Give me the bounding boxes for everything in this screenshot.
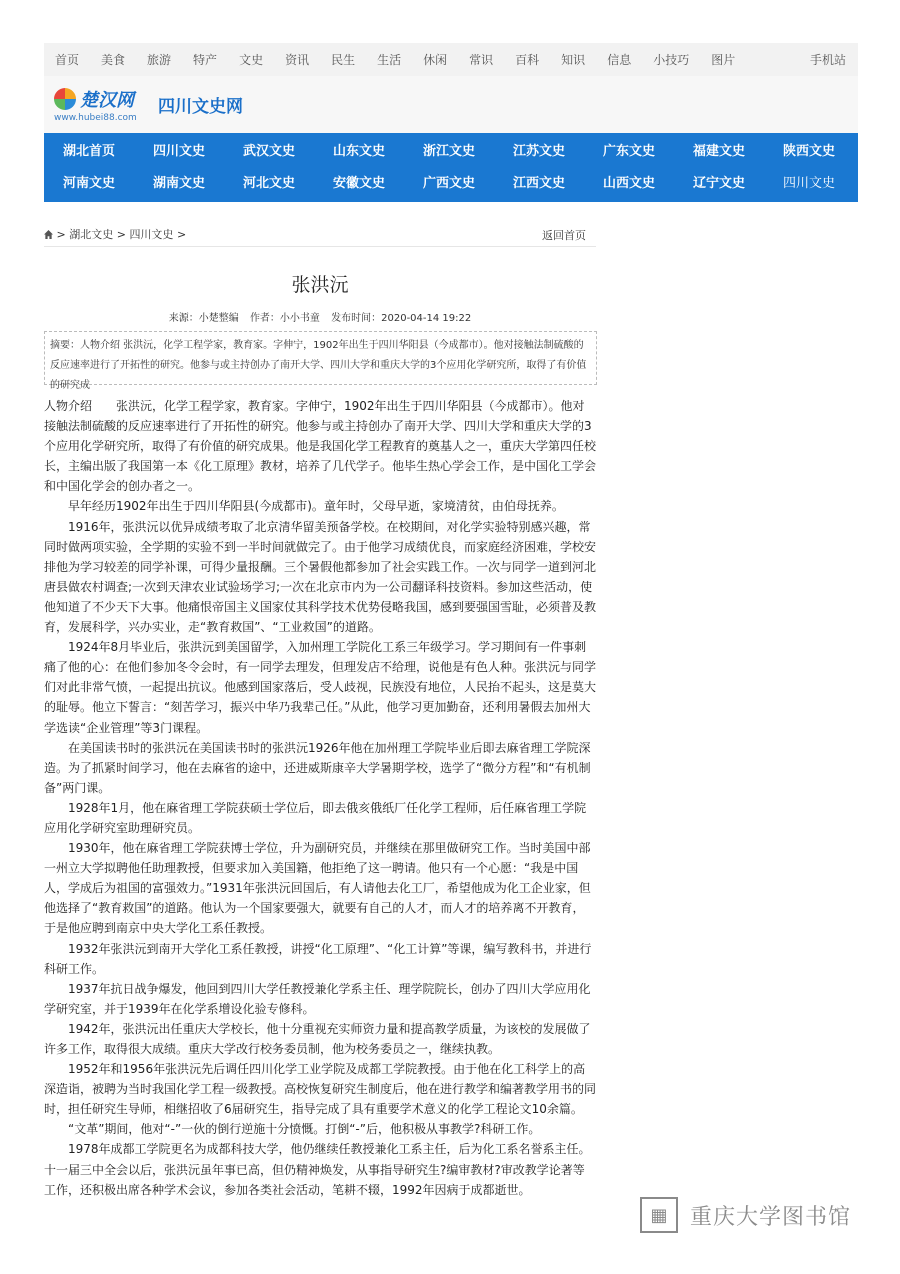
region-nav-row <box>44 165 858 197</box>
region-nav-item[interactable]: 广东文史 <box>602 143 655 159</box>
top-nav-life[interactable]: 生活 <box>377 53 402 67</box>
top-nav-knowledge[interactable]: 知识 <box>561 53 586 67</box>
region-nav-item-current[interactable]: 四川文史 <box>782 175 835 191</box>
breadcrumb-separator: > <box>116 228 126 241</box>
watermark-text: 重庆大学图书馆 <box>690 1204 852 1230</box>
region-nav-item[interactable]: 江西文史 <box>512 175 565 191</box>
breadcrumb-sichuan-history[interactable]: 四川文史 <box>129 228 174 241</box>
region-nav-item[interactable]: 江苏文史 <box>512 143 565 159</box>
article-paragraph: 1952年和1956年张洪沅先后调任四川化学工业学院及成都工学院教授。由于他在化工科学上的高深造诣，被聘为当时我国化学工程一级教授。高校恢复研究生制度后，他在进行教学和编著教学用书的同时，担任研究生导师，相继招收了6届研究生，指导完成了具有重要学术意义的化学工程论文10余篇。 <box>44 1062 597 1117</box>
article-body <box>44 396 596 1200</box>
logo-globe-icon[interactable] <box>54 88 76 110</box>
article-paragraph: 1932年张洪沅到南开大学化工系任教授，讲授“化工原理”、“化工计算”等课，编写教科书，并进行科研工作。 <box>44 941 592 976</box>
region-nav-item[interactable]: 武汉文史 <box>242 143 295 159</box>
region-nav-item[interactable]: 福建文史 <box>692 143 745 159</box>
breadcrumb-separator: > <box>176 228 187 241</box>
article-paragraph: 1937年抗日战争爆发，他回到四川大学任教授兼化学系主任、理学院院长，创办了四川大学应用化学研究室，并于1939年在化学系增设化验专修科。 <box>44 981 591 1016</box>
library-seal-icon: ▦ <box>640 1197 678 1233</box>
top-nav-specialty[interactable]: 特产 <box>193 53 218 67</box>
home-icon[interactable] <box>44 230 53 239</box>
top-nav-leisure[interactable]: 休闲 <box>423 53 448 67</box>
top-nav-history[interactable]: 文史 <box>239 53 264 67</box>
article-author: 作者：小小书童 <box>249 313 320 324</box>
article-paragraph: 1930年，他在麻省理工学院获博士学位，升为副研究员，并继续在那里做研究工作。当时美国中部一州立大学拟聘他任助理教授，但要求加入美国籍，他拒绝了这一聘请。他只有一个心愿：“我是中国人，学成后为祖国的富强效力。”1931年张洪沅回国后，有人请他去化工厂，希望他成为化工企业家，但他选择了“教育救国”的道路。他认为一个国家要强大，就要有自己的人才，而人才的培养离不开教育，于是他应聘到南京中央大学化工系任教授。 <box>44 841 591 936</box>
article-paragraph: 1978年成都工学院更名为成都科技大学，他仍继续任教授兼化工系主任，后为化工系名誉系主任。十一届三中全会以后，张洪沅虽年事已高，但仍精神焕发，从事指导研究生?编审教材?审改教学论著等工作，还积极出席各种学术会议，参加各类社会活动，笔耕不辍，1992年因病于成都逝世。 <box>44 1142 591 1197</box>
top-nav-home[interactable]: 首页 <box>55 53 80 67</box>
article-paragraph: 1916年，张洪沅以优异成绩考取了北京清华留美预备学校。在校期间，对化学实验特别感兴趣，常同时做两项实验，全学期的实验不到一半时间就做完了。由于他学习成绩优良，而家庭经济困难，学校安排他为学习较差的同学补课，可得少量报酬。三个暑假他都参加了社会实践工作。一次与同学一道到河北唐县做农村调查;一次到天津农业试验场学习;一次在北京市内为一公司翻译科技资料。参加这些活动，使他知道了不少天下大事。他痛恨帝国主义国家仗其科学技术优势侵略我国，感到要强国雪耻，必须普及教育，发展科学，兴办实业，走“教育救国”、“工业救国”的道路。 <box>44 519 597 635</box>
mobile-site-link[interactable]: 手机站 <box>809 53 846 67</box>
region-nav <box>44 133 858 202</box>
article-meta <box>44 309 596 324</box>
top-nav-images[interactable]: 图片 <box>711 53 736 67</box>
top-nav-encyclopedia[interactable]: 百科 <box>515 53 540 67</box>
top-nav-food[interactable]: 美食 <box>101 53 126 67</box>
region-nav-item[interactable]: 陕西文史 <box>782 143 835 159</box>
article-paragraph: 在美国读书时的张洪沅在美国读书时的张洪沅1926年他在加州理工学院毕业后即去麻省理工学院深造。为了抓紧时间学习，他在去麻省的途中，还进威斯康辛大学暑期学校，选学了“微分方程”和“有机制备”两门课。 <box>44 740 591 795</box>
breadcrumb <box>44 226 596 247</box>
region-nav-row <box>44 133 858 165</box>
article-source: 来源：小楚整编 <box>168 313 239 324</box>
region-nav-item[interactable]: 安徽文史 <box>332 175 385 191</box>
top-nav-info[interactable]: 信息 <box>607 53 632 67</box>
region-nav-item[interactable]: 湖南文史 <box>152 175 205 191</box>
back-home-link[interactable]: 返回首页 <box>542 229 586 242</box>
article-summary: 摘要：人物介绍 张洪沅，化学工程学家，教育家。字伸宁，1902年出生于四川华阳县（今成都市）。他对接触法制硫酸的反应速率进行了开拓性的研究。他参与或主持创办了南开大学、四川大学和重庆大学的3个应用化学研究所，取得了有价值的研究成 <box>44 331 597 385</box>
top-nav <box>44 43 858 76</box>
region-nav-item[interactable]: 广西文史 <box>422 175 475 191</box>
site-header <box>44 43 858 202</box>
top-nav-livelihood[interactable]: 民生 <box>331 53 356 67</box>
region-nav-item[interactable]: 山西文史 <box>602 175 655 191</box>
article-paragraph: 1942年，张洪沅出任重庆大学校长，他十分重视充实师资力量和提高教学质量，为该校的发展做了许多工作，取得很大成绩。重庆大学改行校务委员制，他为校务委员之一，继续执教。 <box>44 1021 591 1056</box>
article-paragraph: 人物介绍 张洪沅，化学工程学家，教育家。字伸宁，1902年出生于四川华阳县（今成都市）。他对接触法制硫酸的反应速率进行了开拓性的研究。他参与或主持创办了南开大学、四川大学和重庆大学的3个应用化学研究所，取得了有价值的研究成果。他是我国化学工程教育的奠基人之一，重庆大学第四任校长，主编出版了我国第一本《化工原理》教材，培养了几代学子。他毕生热心学会工作，是中国化工学会和中国化学会的创办者之一。 <box>44 399 597 494</box>
site-logo[interactable]: 楚汉网 <box>80 90 134 111</box>
article-paragraph: 1928年1月，他在麻省理工学院获硕士学位后，即去俄亥俄纸厂任化学工程师，后任麻省理工学院应用化学研究室助理研究员。 <box>44 800 587 835</box>
article-paragraph: 早年经历1902年出生于四川华阳县(今成都市)。童年时，父母早逝，家境清贫，由伯母抚养。 <box>68 499 564 514</box>
article-title: 张洪沅 <box>291 274 349 296</box>
top-nav-travel[interactable]: 旅游 <box>147 53 172 67</box>
region-nav-item[interactable]: 浙江文史 <box>422 143 475 159</box>
article-paragraph: 1924年8月毕业后，张洪沅到美国留学，入加州理工学院化工系三年级学习。学习期间有一件事刺痛了他的心：在他们参加冬令会时，有一同学去理发，但理发店不给理，说他是有色人种。张洪沅与同学们对此非常气愤，一起提出抗议。他感到国家落后，受人歧视，民族没有地位，人民抬不起头，这是莫大的耻辱。他立下誓言：“刻苦学习，振兴中华乃我辈己任。”从此，他学习更加勤奋，还利用暑假去加州大学选读“企业管理”等3门课程。 <box>44 640 597 735</box>
site-title[interactable]: 四川文史网 <box>158 97 243 117</box>
top-nav-news[interactable]: 资讯 <box>285 53 310 67</box>
article-paragraph: “文革”期间，他对“-”一伙的倒行逆施十分愤慨。打倒“-”后，他积极从事教学?科研工作。 <box>68 1122 541 1137</box>
article-time: 发布时间：2020-04-14 19:22 <box>331 313 472 324</box>
region-nav-item[interactable]: 河北文史 <box>242 175 295 191</box>
region-nav-item[interactable]: 四川文史 <box>152 143 205 159</box>
breadcrumb-separator: > <box>56 228 66 241</box>
logo-url: www.hubei88.com <box>54 113 137 123</box>
breadcrumb-hubei-history[interactable]: 湖北文史 <box>69 228 114 241</box>
region-nav-item[interactable]: 湖北首页 <box>62 143 115 159</box>
region-nav-item[interactable]: 河南文史 <box>62 175 115 191</box>
library-watermark <box>640 1197 851 1233</box>
top-nav-common-sense[interactable]: 常识 <box>469 53 494 67</box>
logo-row <box>44 76 858 133</box>
region-nav-item[interactable]: 辽宁文史 <box>692 175 745 191</box>
top-nav-tips[interactable]: 小技巧 <box>653 53 690 67</box>
region-nav-item[interactable]: 山东文史 <box>332 143 385 159</box>
